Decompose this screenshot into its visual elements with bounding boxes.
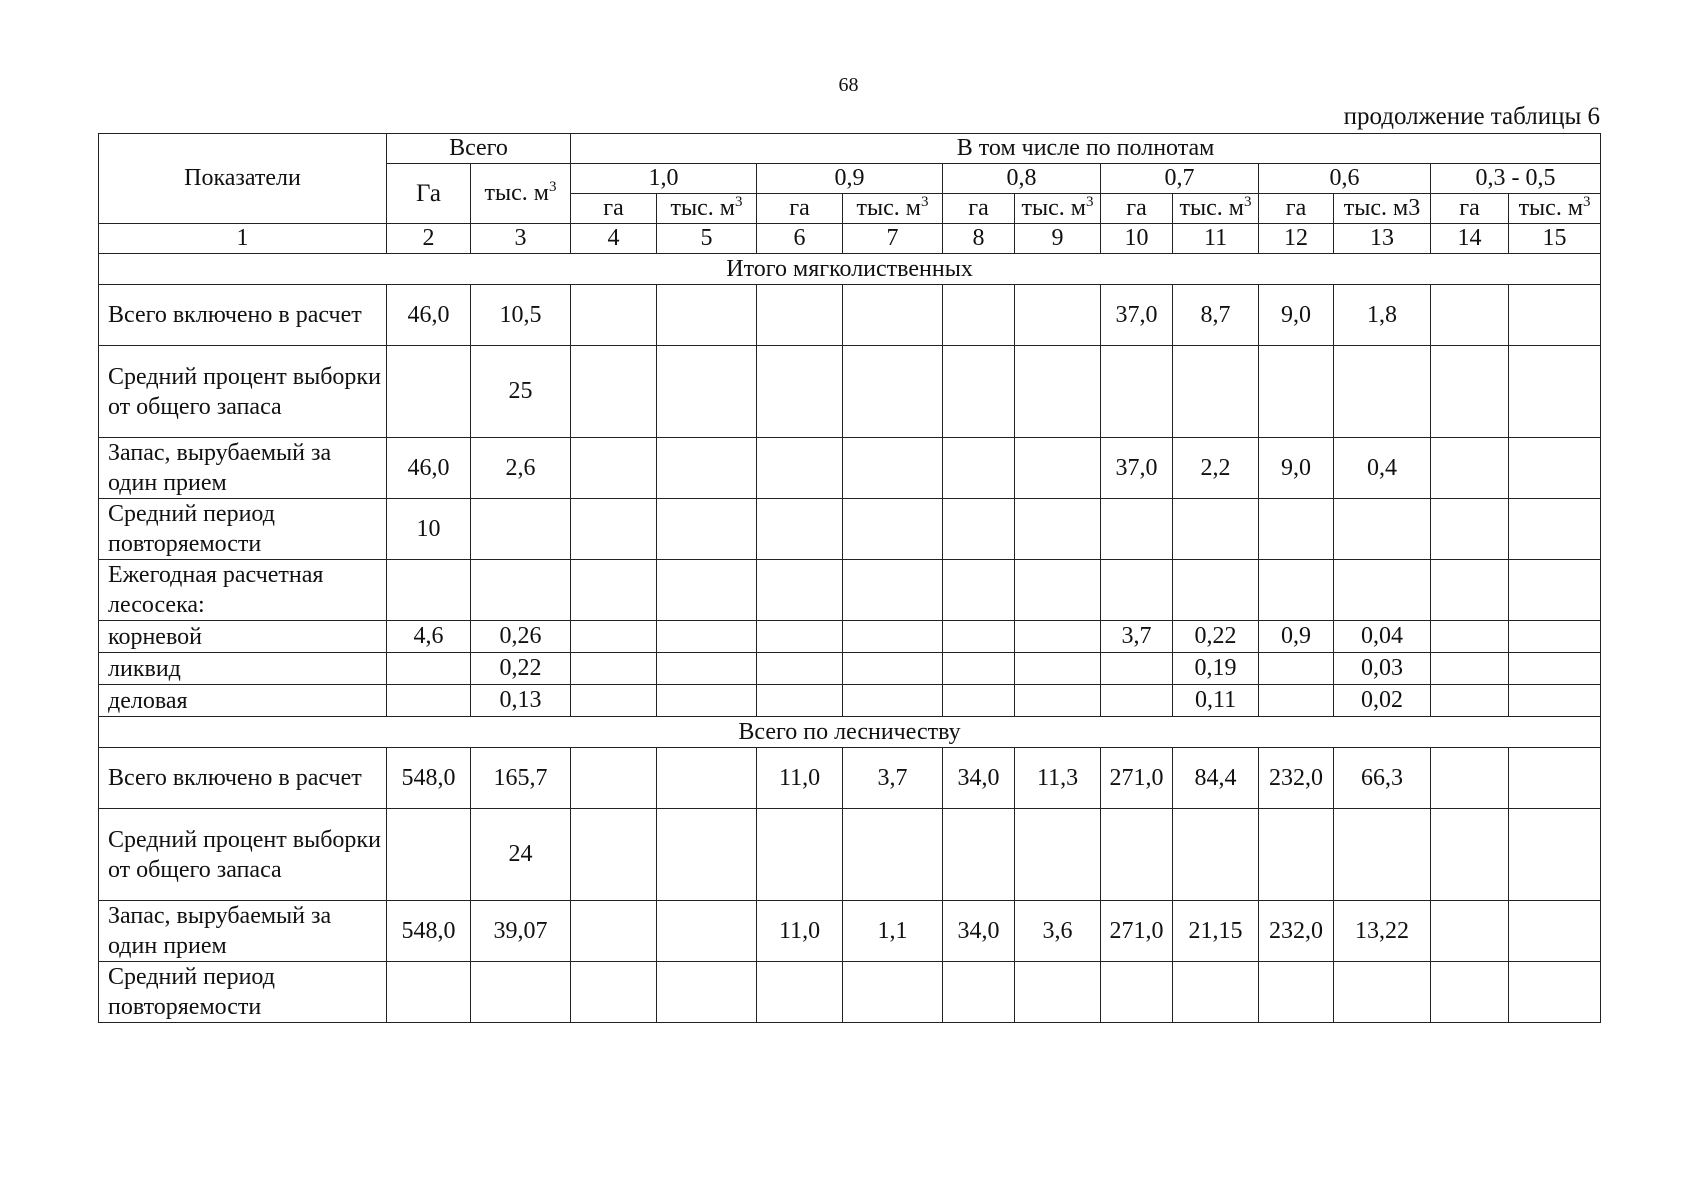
table-cell: 37,0 (1101, 438, 1173, 499)
row-label: Средний период повторяемости (99, 962, 387, 1023)
table-row (99, 346, 1601, 438)
table-cell (943, 438, 1015, 499)
table-cell (657, 438, 757, 499)
table-cell: 4,6 (387, 621, 471, 653)
table-cell (1015, 962, 1101, 1023)
table-cell (1334, 560, 1431, 621)
table-cell (1334, 809, 1431, 901)
table-cell (657, 809, 757, 901)
table-cell (387, 346, 471, 438)
table-cell (943, 653, 1015, 685)
table-cell (571, 962, 657, 1023)
header-density-5: 0,6 (1259, 164, 1431, 194)
table-cell (1259, 809, 1334, 901)
table-cell (843, 809, 943, 901)
col-number: 12 (1259, 224, 1334, 254)
forestry-table (98, 133, 1601, 1023)
table-cell (471, 499, 571, 560)
table-cell (1173, 346, 1259, 438)
table-cell (1509, 962, 1601, 1023)
table-cell (1509, 560, 1601, 621)
table-cell (1431, 685, 1509, 717)
table-cell: 271,0 (1101, 748, 1173, 809)
section-title-row (99, 717, 1601, 748)
table-cell: 39,07 (471, 901, 571, 962)
table-row (99, 560, 1601, 621)
table-cell (843, 438, 943, 499)
table-cell: 0,11 (1173, 685, 1259, 717)
subheader-m3: тыс. $м^3$ (1173, 194, 1259, 224)
table-cell (1101, 809, 1173, 901)
table-cell: 232,0 (1259, 748, 1334, 809)
table-cell (657, 621, 757, 653)
table-cell (757, 560, 843, 621)
table-row (99, 285, 1601, 346)
table-cell: 0,02 (1334, 685, 1431, 717)
col-number: 9 (1015, 224, 1101, 254)
table-cell (657, 499, 757, 560)
table-cell: 0,03 (1334, 653, 1431, 685)
table-cell (1431, 499, 1509, 560)
table-cell (1015, 653, 1101, 685)
table-cell: 21,15 (1173, 901, 1259, 962)
table-cell (387, 653, 471, 685)
header-density-4: 0,7 (1101, 164, 1259, 194)
row-label: Запас, вырубаемый за один прием (99, 438, 387, 499)
table-cell (387, 685, 471, 717)
table-cell (1015, 285, 1101, 346)
header-total-ha: Га (387, 164, 471, 224)
table-cell (1259, 962, 1334, 1023)
table-cell (843, 560, 943, 621)
section-title: Итого мягколиственных (99, 254, 1601, 285)
table-cell (1431, 285, 1509, 346)
table-cell (657, 901, 757, 962)
subheader-m3: тыс. $м^3$ (843, 194, 943, 224)
row-label: Всего включено в расчет (99, 748, 387, 809)
table-cell (843, 653, 943, 685)
table-cell: 1,1 (843, 901, 943, 962)
row-label: корневой (99, 621, 387, 653)
header-density-1: 1,0 (571, 164, 757, 194)
table-cell (657, 962, 757, 1023)
row-label: Ежегодная расчетная лесосека: (99, 560, 387, 621)
header-total-m3: тыс. $м^3$ (471, 164, 571, 224)
row-label: Средний процент выборки от общего запаса (99, 809, 387, 901)
table-cell (1259, 499, 1334, 560)
col-number: 13 (1334, 224, 1431, 254)
table-cell (757, 438, 843, 499)
table-cell: 3,7 (843, 748, 943, 809)
table-cell: 3,6 (1015, 901, 1101, 962)
col-number: 2 (387, 224, 471, 254)
table-cell: 37,0 (1101, 285, 1173, 346)
table-cell (1509, 809, 1601, 901)
table-cell (1015, 809, 1101, 901)
table-cell: 11,0 (757, 748, 843, 809)
table-cell (571, 560, 657, 621)
table-cell (1101, 499, 1173, 560)
table-cell (943, 285, 1015, 346)
table-body (99, 254, 1601, 1023)
table-cell (1509, 748, 1601, 809)
table-cell (1431, 346, 1509, 438)
header-density-6: 0,3 - 0,5 (1431, 164, 1601, 194)
table-cell (1334, 499, 1431, 560)
table-cell: 9,0 (1259, 438, 1334, 499)
table-cell: 0,22 (1173, 621, 1259, 653)
table-cell (943, 962, 1015, 1023)
table-cell (843, 346, 943, 438)
subheader-ha: га (1259, 194, 1334, 224)
table-cell (571, 438, 657, 499)
table-cell (1431, 621, 1509, 653)
col-number: 3 (471, 224, 571, 254)
table-cell (757, 346, 843, 438)
table-cell (1173, 499, 1259, 560)
table-cell (387, 809, 471, 901)
table-cell: 548,0 (387, 901, 471, 962)
table-cell (1431, 901, 1509, 962)
table-cell (1015, 438, 1101, 499)
header-density-2: 0,9 (757, 164, 943, 194)
table-cell: 46,0 (387, 438, 471, 499)
table-cell (1015, 621, 1101, 653)
table-cell (757, 499, 843, 560)
table-cell (1015, 560, 1101, 621)
subheader-m3: тыс. $м^3$ (1509, 194, 1601, 224)
col-number: 5 (657, 224, 757, 254)
table-cell (657, 285, 757, 346)
table-cell (571, 901, 657, 962)
table-row (99, 962, 1601, 1023)
table-cell: 10 (387, 499, 471, 560)
table-cell: 11,0 (757, 901, 843, 962)
subheader-ha: га (943, 194, 1015, 224)
col-number: 11 (1173, 224, 1259, 254)
row-label: ликвид (99, 653, 387, 685)
table-row (99, 653, 1601, 685)
table-cell (843, 499, 943, 560)
col-number: 15 (1509, 224, 1601, 254)
table-cell: 0,04 (1334, 621, 1431, 653)
table-cell: 232,0 (1259, 901, 1334, 962)
table-cell (1259, 685, 1334, 717)
header-density-3: 0,8 (943, 164, 1101, 194)
subheader-ha: га (1101, 194, 1173, 224)
table-cell (943, 499, 1015, 560)
table-cell (943, 809, 1015, 901)
subheader-ha: га (1431, 194, 1509, 224)
table-cell: 165,7 (471, 748, 571, 809)
table-cell (1334, 346, 1431, 438)
page-number: 68 (838, 74, 859, 96)
table-cell (1431, 438, 1509, 499)
table-cell (1015, 685, 1101, 717)
table-cell (657, 685, 757, 717)
row-label: деловая (99, 685, 387, 717)
table-cell (1173, 560, 1259, 621)
subheader-m3: тыс. $м^3$ (657, 194, 757, 224)
table-cell: 84,4 (1173, 748, 1259, 809)
table-cell (657, 748, 757, 809)
table-cell (843, 962, 943, 1023)
table-cell (1431, 748, 1509, 809)
table-cell: 34,0 (943, 901, 1015, 962)
table-cell (1509, 438, 1601, 499)
row-label: Всего включено в расчет (99, 285, 387, 346)
table-cell (387, 560, 471, 621)
table-cell: 2,6 (471, 438, 571, 499)
table-cell: 25 (471, 346, 571, 438)
table-cell (1431, 653, 1509, 685)
table-continuation-caption: продолжение таблицы 6 (1343, 103, 1600, 130)
table-cell: 1,8 (1334, 285, 1431, 346)
table-row (99, 438, 1601, 499)
table-cell (571, 685, 657, 717)
section-title: Всего по лесничеству (99, 717, 1601, 748)
table-cell (757, 653, 843, 685)
table-cell (943, 621, 1015, 653)
table-cell (1101, 346, 1173, 438)
table-cell (1509, 653, 1601, 685)
table-row (99, 621, 1601, 653)
subheader-ha: га (757, 194, 843, 224)
table-cell (657, 560, 757, 621)
table-cell (1101, 560, 1173, 621)
table-cell (757, 685, 843, 717)
table-cell (1509, 499, 1601, 560)
table-cell (1509, 901, 1601, 962)
table-cell: 10,5 (471, 285, 571, 346)
table-cell (571, 346, 657, 438)
table-cell: 0,9 (1259, 621, 1334, 653)
table-cell (571, 748, 657, 809)
col-number: 1 (99, 224, 387, 254)
table-cell (943, 685, 1015, 717)
table-cell: 46,0 (387, 285, 471, 346)
table-cell: 271,0 (1101, 901, 1173, 962)
table-cell (1173, 962, 1259, 1023)
table-cell (471, 962, 571, 1023)
subheader-ha: га (571, 194, 657, 224)
table-cell (657, 346, 757, 438)
table-cell (571, 285, 657, 346)
table-row (99, 901, 1601, 962)
table-cell (1259, 346, 1334, 438)
table-cell (571, 653, 657, 685)
subheader-m3-plain: тыс. м3 (1334, 194, 1431, 224)
table-cell: 66,3 (1334, 748, 1431, 809)
table-cell (1431, 809, 1509, 901)
col-number: 4 (571, 224, 657, 254)
table-cell (1509, 621, 1601, 653)
table-cell (1259, 560, 1334, 621)
table-cell (1173, 809, 1259, 901)
table-cell: 0,13 (471, 685, 571, 717)
table-cell (757, 621, 843, 653)
table-cell: 11,3 (1015, 748, 1101, 809)
table-cell: 0,26 (471, 621, 571, 653)
table-cell (843, 285, 943, 346)
row-label: Средний процент выборки от общего запаса (99, 346, 387, 438)
table-cell: 548,0 (387, 748, 471, 809)
table-cell (1259, 653, 1334, 685)
table-cell: 13,22 (1334, 901, 1431, 962)
table-cell (1431, 560, 1509, 621)
table-cell (387, 962, 471, 1023)
table-cell (843, 621, 943, 653)
table-cell: 0,22 (471, 653, 571, 685)
table-row (99, 685, 1601, 717)
header-indicators: Показатели (99, 134, 387, 224)
col-number: 10 (1101, 224, 1173, 254)
table-cell: 34,0 (943, 748, 1015, 809)
table-cell: 9,0 (1259, 285, 1334, 346)
table-row (99, 748, 1601, 809)
table-cell: 3,7 (1101, 621, 1173, 653)
table-row (99, 499, 1601, 560)
table-cell (471, 560, 571, 621)
table-cell (1015, 346, 1101, 438)
table-cell (757, 809, 843, 901)
table-cell: 24 (471, 809, 571, 901)
section-title-row (99, 254, 1601, 285)
col-number: 14 (1431, 224, 1509, 254)
table-cell (1101, 653, 1173, 685)
table-cell (1101, 962, 1173, 1023)
table-cell: 8,7 (1173, 285, 1259, 346)
table-cell (1509, 285, 1601, 346)
table-cell (571, 621, 657, 653)
column-number-row (99, 224, 1601, 254)
table-cell (1334, 962, 1431, 1023)
table-cell (1101, 685, 1173, 717)
table-cell (757, 285, 843, 346)
header-by-density: В том числе по полнотам (571, 134, 1601, 164)
table-cell (1431, 962, 1509, 1023)
table-cell (657, 653, 757, 685)
table-cell (843, 685, 943, 717)
subheader-m3: тыс. $м^3$ (1015, 194, 1101, 224)
table-cell (571, 499, 657, 560)
header-total: Всего (387, 134, 571, 164)
row-label: Средний период повторяемости (99, 499, 387, 560)
table-cell (1509, 685, 1601, 717)
table-cell (571, 809, 657, 901)
table-cell: 2,2 (1173, 438, 1259, 499)
col-number: 6 (757, 224, 843, 254)
col-number: 8 (943, 224, 1015, 254)
table-cell (1509, 346, 1601, 438)
table-cell (943, 346, 1015, 438)
table-row (99, 809, 1601, 901)
table-cell (943, 560, 1015, 621)
col-number: 7 (843, 224, 943, 254)
table-cell: 0,19 (1173, 653, 1259, 685)
table-cell (757, 962, 843, 1023)
row-label: Запас, вырубаемый за один прием (99, 901, 387, 962)
table-cell: 0,4 (1334, 438, 1431, 499)
table-cell (1015, 499, 1101, 560)
